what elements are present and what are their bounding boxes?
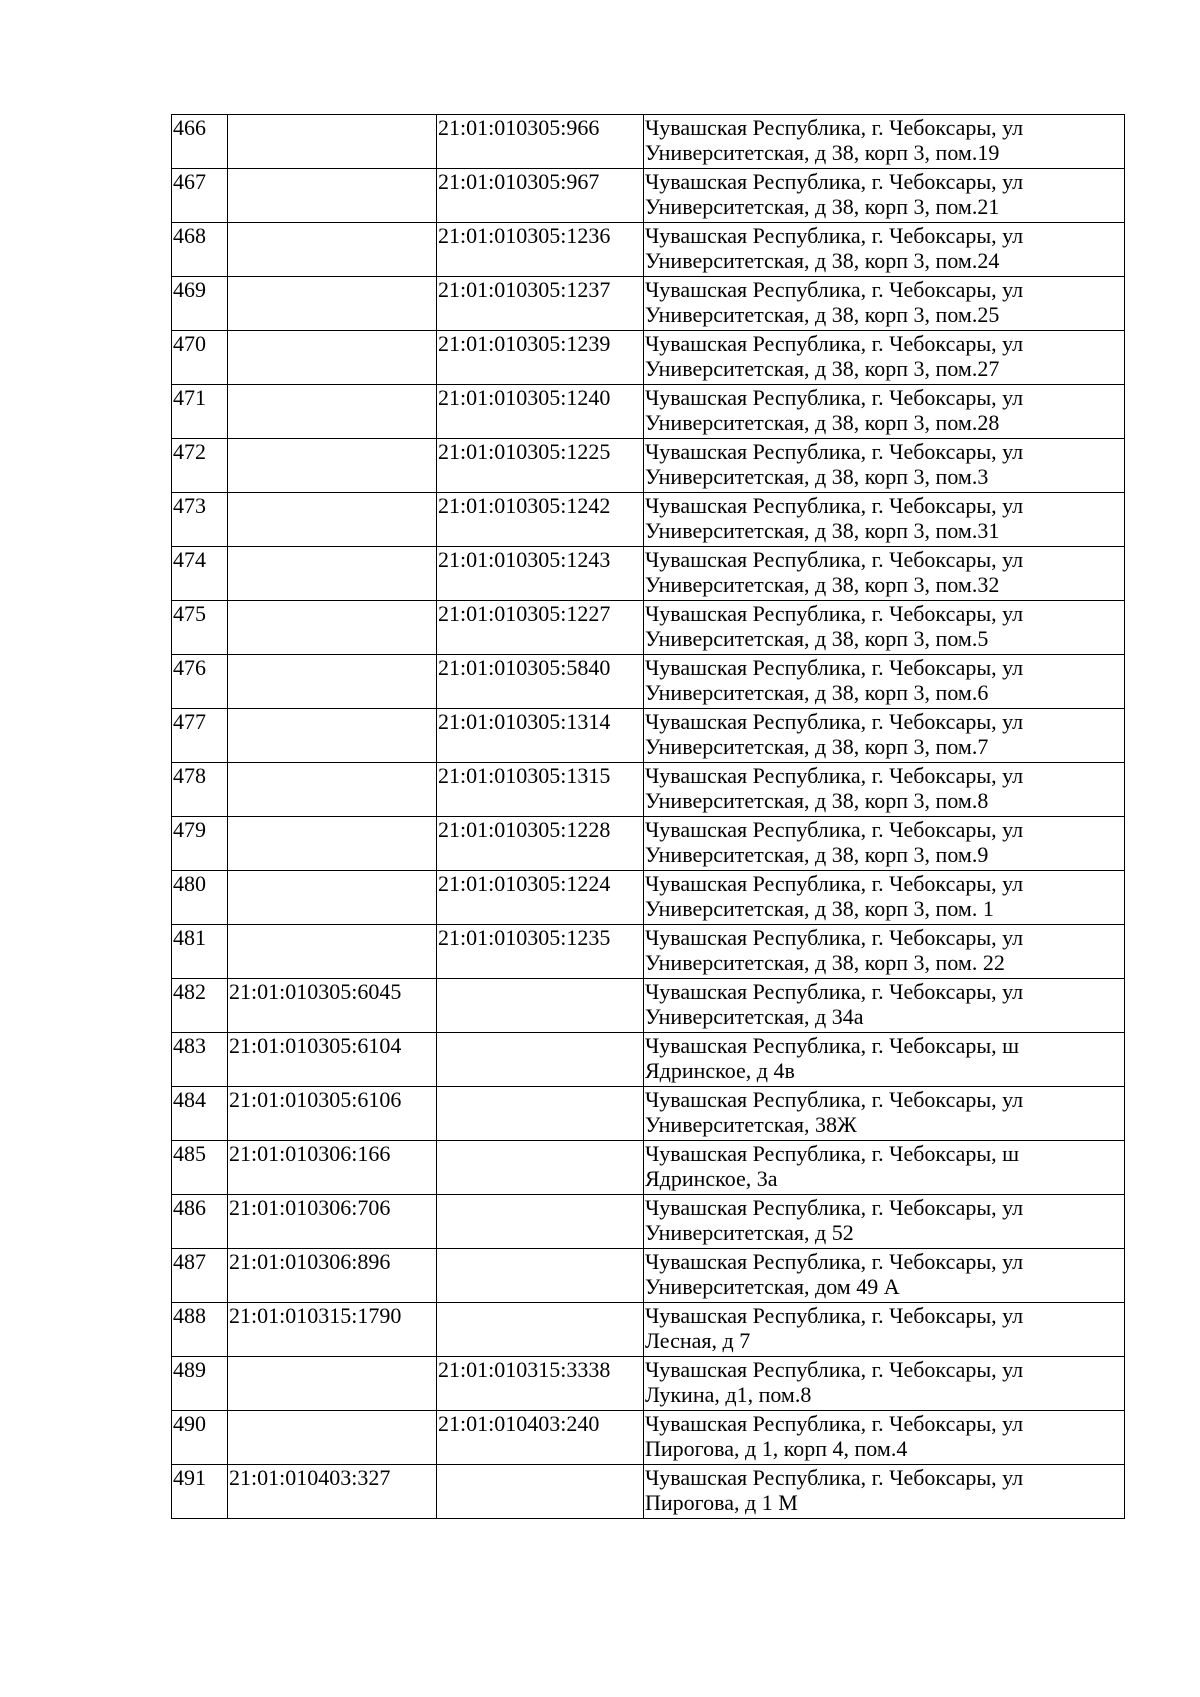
address-line: Пирогова, д 1 М <box>645 1490 798 1515</box>
table-row <box>172 169 1125 223</box>
address-cell <box>644 1357 1125 1411</box>
table-row <box>172 331 1125 385</box>
address-cell <box>644 1249 1125 1303</box>
address-line: Университетская, д 52 <box>645 1220 854 1245</box>
table-row <box>172 1087 1125 1141</box>
row-number-cell: 482 <box>172 979 228 1033</box>
address-line: Университетская, д 38, корп 3, пом.32 <box>645 572 1000 597</box>
table-row <box>172 223 1125 277</box>
table-row <box>172 385 1125 439</box>
address-cell <box>644 1033 1125 1087</box>
land-cadastral-number-cell <box>228 493 437 547</box>
row-number-cell: 490 <box>172 1411 228 1465</box>
address-cell <box>644 979 1125 1033</box>
table-row <box>172 709 1125 763</box>
premises-cadastral-number-cell: 21:01:010305:1228 <box>437 817 644 871</box>
land-cadastral-number-cell <box>228 277 437 331</box>
land-cadastral-number-cell <box>228 115 437 169</box>
land-cadastral-number-cell <box>228 817 437 871</box>
row-number-cell: 472 <box>172 439 228 493</box>
row-number-cell: 483 <box>172 1033 228 1087</box>
address-cell <box>644 169 1125 223</box>
table-row <box>172 817 1125 871</box>
address-line: Чувашская Республика, г. Чебоксары, ул <box>645 115 1024 140</box>
address-line: Университетская, д 38, корп 3, пом.25 <box>645 302 1000 327</box>
table-row <box>172 1303 1125 1357</box>
row-number-cell: 481 <box>172 925 228 979</box>
premises-cadastral-number-cell <box>437 1141 644 1195</box>
address-line: Университетская, дом 49 А <box>645 1274 900 1299</box>
row-number-cell: 469 <box>172 277 228 331</box>
address-line: Университетская, д 38, корп 3, пом.3 <box>645 464 989 489</box>
address-line: Чувашская Республика, г. Чебоксары, ул <box>645 1465 1024 1490</box>
address-line: Университетская, д 38, корп 3, пом.31 <box>645 518 1000 543</box>
address-cell <box>644 547 1125 601</box>
address-cell <box>644 1303 1125 1357</box>
address-line: Чувашская Республика, г. Чебоксары, ул <box>645 1087 1024 1112</box>
address-line: Чувашская Республика, г. Чебоксары, ул <box>645 385 1024 410</box>
address-line: Университетская, д 38, корп 3, пом.5 <box>645 626 989 651</box>
table-row <box>172 277 1125 331</box>
land-cadastral-number-cell <box>228 385 437 439</box>
premises-cadastral-number-cell: 21:01:010305:1227 <box>437 601 644 655</box>
table-row <box>172 763 1125 817</box>
address-line: Чувашская Республика, г. Чебоксары, ул <box>645 277 1024 302</box>
premises-cadastral-number-cell <box>437 1249 644 1303</box>
address-cell <box>644 709 1125 763</box>
address-cell <box>644 439 1125 493</box>
premises-cadastral-number-cell: 21:01:010305:967 <box>437 169 644 223</box>
premises-cadastral-number-cell <box>437 979 644 1033</box>
row-number-cell: 467 <box>172 169 228 223</box>
land-cadastral-number-cell: 21:01:010305:6104 <box>228 1033 437 1087</box>
land-cadastral-number-cell: 21:01:010306:706 <box>228 1195 437 1249</box>
address-line: Университетская, д 38, корп 3, пом.8 <box>645 788 989 813</box>
address-line: Университетская, д 38, корп 3, пом.7 <box>645 734 989 759</box>
land-cadastral-number-cell <box>228 925 437 979</box>
premises-cadastral-number-cell <box>437 1087 644 1141</box>
row-number-cell: 476 <box>172 655 228 709</box>
address-cell <box>644 223 1125 277</box>
premises-cadastral-number-cell: 21:01:010305:1315 <box>437 763 644 817</box>
address-line: Чувашская Республика, г. Чебоксары, ул <box>645 439 1024 464</box>
row-number-cell: 474 <box>172 547 228 601</box>
land-cadastral-number-cell <box>228 169 437 223</box>
table-row <box>172 601 1125 655</box>
address-cell <box>644 1411 1125 1465</box>
table-row <box>172 655 1125 709</box>
premises-cadastral-number-cell: 21:01:010305:1237 <box>437 277 644 331</box>
table-row <box>172 115 1125 169</box>
address-line: Чувашская Республика, г. Чебоксары, ул <box>645 1303 1024 1328</box>
address-line: Чувашская Республика, г. Чебоксары, ул <box>645 655 1024 680</box>
land-cadastral-number-cell <box>228 763 437 817</box>
row-number-cell: 468 <box>172 223 228 277</box>
address-cell <box>644 871 1125 925</box>
address-line: Чувашская Республика, г. Чебоксары, ул <box>645 493 1024 518</box>
address-cell <box>644 1465 1125 1519</box>
address-cell <box>644 925 1125 979</box>
row-number-cell: 475 <box>172 601 228 655</box>
row-number-cell: 480 <box>172 871 228 925</box>
registry-table <box>171 114 1125 1519</box>
premises-cadastral-number-cell: 21:01:010305:1224 <box>437 871 644 925</box>
address-line: Лукина, д1, пом.8 <box>645 1382 812 1407</box>
address-line: Университетская, д 34а <box>645 1004 864 1029</box>
table-row <box>172 493 1125 547</box>
address-cell <box>644 115 1125 169</box>
table-row <box>172 871 1125 925</box>
address-cell <box>644 1195 1125 1249</box>
address-line: Лесная, д 7 <box>645 1328 751 1353</box>
address-cell <box>644 655 1125 709</box>
premises-cadastral-number-cell <box>437 1033 644 1087</box>
table-row <box>172 1033 1125 1087</box>
table-row <box>172 547 1125 601</box>
premises-cadastral-number-cell: 21:01:010305:1243 <box>437 547 644 601</box>
address-line: Чувашская Республика, г. Чебоксары, ул <box>645 979 1024 1004</box>
address-line: Пирогова, д 1, корп 4, пом.4 <box>645 1436 908 1461</box>
land-cadastral-number-cell <box>228 1357 437 1411</box>
land-cadastral-number-cell <box>228 439 437 493</box>
address-line: Ядринское, 3а <box>645 1166 778 1191</box>
premises-cadastral-number-cell: 21:01:010305:1235 <box>437 925 644 979</box>
land-cadastral-number-cell <box>228 331 437 385</box>
address-line: Чувашская Республика, г. Чебоксары, ш <box>645 1141 1020 1166</box>
address-cell <box>644 331 1125 385</box>
address-line: Чувашская Республика, г. Чебоксары, ул <box>645 1411 1024 1436</box>
table-row <box>172 439 1125 493</box>
land-cadastral-number-cell: 21:01:010305:6045 <box>228 979 437 1033</box>
row-number-cell: 489 <box>172 1357 228 1411</box>
row-number-cell: 466 <box>172 115 228 169</box>
row-number-cell: 477 <box>172 709 228 763</box>
address-line: Чувашская Республика, г. Чебоксары, ул <box>645 817 1024 842</box>
premises-cadastral-number-cell: 21:01:010305:5840 <box>437 655 644 709</box>
premises-cadastral-number-cell <box>437 1465 644 1519</box>
land-cadastral-number-cell: 21:01:010315:1790 <box>228 1303 437 1357</box>
row-number-cell: 479 <box>172 817 228 871</box>
address-line: Чувашская Республика, г. Чебоксары, ул <box>645 169 1024 194</box>
address-cell <box>644 385 1125 439</box>
address-line: Университетская, д 38, корп 3, пом.21 <box>645 194 1000 219</box>
table-row <box>172 1249 1125 1303</box>
address-cell <box>644 493 1125 547</box>
address-cell <box>644 1087 1125 1141</box>
address-cell <box>644 763 1125 817</box>
land-cadastral-number-cell: 21:01:010305:6106 <box>228 1087 437 1141</box>
premises-cadastral-number-cell: 21:01:010305:1240 <box>437 385 644 439</box>
address-line: Чувашская Республика, г. Чебоксары, ул <box>645 925 1024 950</box>
premises-cadastral-number-cell: 21:01:010305:966 <box>437 115 644 169</box>
address-line: Чувашская Республика, г. Чебоксары, ул <box>645 709 1024 734</box>
table-row <box>172 925 1125 979</box>
address-cell <box>644 1141 1125 1195</box>
land-cadastral-number-cell <box>228 223 437 277</box>
address-line: Чувашская Республика, г. Чебоксары, ул <box>645 1357 1024 1382</box>
address-line: Ядринское, д 4в <box>645 1058 795 1083</box>
table-row <box>172 1465 1125 1519</box>
row-number-cell: 478 <box>172 763 228 817</box>
premises-cadastral-number-cell: 21:01:010305:1225 <box>437 439 644 493</box>
address-line: Университетская, д 38, корп 3, пом.24 <box>645 248 1000 273</box>
row-number-cell: 491 <box>172 1465 228 1519</box>
premises-cadastral-number-cell: 21:01:010305:1239 <box>437 331 644 385</box>
address-line: Университетская, д 38, корп 3, пом.28 <box>645 410 1000 435</box>
address-line: Чувашская Республика, г. Чебоксары, ул <box>645 871 1024 896</box>
address-line: Университетская, д 38, корп 3, пом.9 <box>645 842 989 867</box>
table-row <box>172 1411 1125 1465</box>
land-cadastral-number-cell <box>228 709 437 763</box>
premises-cadastral-number-cell: 21:01:010305:1314 <box>437 709 644 763</box>
row-number-cell: 485 <box>172 1141 228 1195</box>
address-line: Чувашская Республика, г. Чебоксары, ул <box>645 601 1024 626</box>
address-line: Чувашская Республика, г. Чебоксары, ул <box>645 223 1024 248</box>
land-cadastral-number-cell <box>228 871 437 925</box>
premises-cadastral-number-cell: 21:01:010305:1236 <box>437 223 644 277</box>
row-number-cell: 470 <box>172 331 228 385</box>
row-number-cell: 486 <box>172 1195 228 1249</box>
address-cell <box>644 601 1125 655</box>
address-line: Чувашская Республика, г. Чебоксары, ул <box>645 763 1024 788</box>
registry-table-body <box>172 115 1125 1519</box>
land-cadastral-number-cell <box>228 547 437 601</box>
land-cadastral-number-cell <box>228 601 437 655</box>
address-line: Чувашская Республика, г. Чебоксары, ул <box>645 1195 1024 1220</box>
address-line: Чувашская Республика, г. Чебоксары, ш <box>645 1033 1020 1058</box>
address-line: Чувашская Республика, г. Чебоксары, ул <box>645 331 1024 356</box>
premises-cadastral-number-cell <box>437 1195 644 1249</box>
table-row <box>172 1141 1125 1195</box>
address-line: Университетская, д 38, корп 3, пом.6 <box>645 680 989 705</box>
land-cadastral-number-cell: 21:01:010306:166 <box>228 1141 437 1195</box>
row-number-cell: 471 <box>172 385 228 439</box>
land-cadastral-number-cell: 21:01:010403:327 <box>228 1465 437 1519</box>
premises-cadastral-number-cell: 21:01:010315:3338 <box>437 1357 644 1411</box>
address-cell <box>644 277 1125 331</box>
address-line: Университетская, д 38, корп 3, пом. 1 <box>645 896 994 921</box>
address-cell <box>644 817 1125 871</box>
table-row <box>172 1195 1125 1249</box>
row-number-cell: 484 <box>172 1087 228 1141</box>
premises-cadastral-number-cell <box>437 1303 644 1357</box>
row-number-cell: 487 <box>172 1249 228 1303</box>
address-line: Университетская, 38Ж <box>645 1112 857 1137</box>
address-line: Университетская, д 38, корп 3, пом.19 <box>645 140 1000 165</box>
land-cadastral-number-cell: 21:01:010306:896 <box>228 1249 437 1303</box>
address-line: Чувашская Республика, г. Чебоксары, ул <box>645 547 1024 572</box>
premises-cadastral-number-cell: 21:01:010305:1242 <box>437 493 644 547</box>
land-cadastral-number-cell <box>228 1411 437 1465</box>
address-line: Университетская, д 38, корп 3, пом. 22 <box>645 950 1005 975</box>
premises-cadastral-number-cell: 21:01:010403:240 <box>437 1411 644 1465</box>
land-cadastral-number-cell <box>228 655 437 709</box>
address-line: Чувашская Республика, г. Чебоксары, ул <box>645 1249 1024 1274</box>
table-row <box>172 1357 1125 1411</box>
address-line: Университетская, д 38, корп 3, пом.27 <box>645 356 1000 381</box>
table-row <box>172 979 1125 1033</box>
row-number-cell: 473 <box>172 493 228 547</box>
row-number-cell: 488 <box>172 1303 228 1357</box>
